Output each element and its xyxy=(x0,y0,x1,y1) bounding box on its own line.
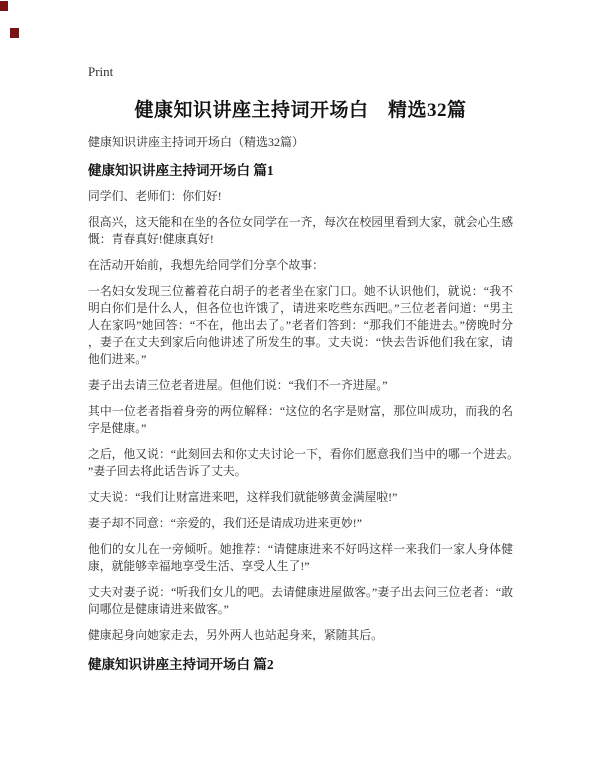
print-link[interactable]: Print xyxy=(88,64,114,79)
paragraph: 同学们、老师们：你们好! xyxy=(88,189,222,203)
paragraph: 之后，他又说：“此刻回去和你丈夫讨论一下，看你们愿意我们当中的哪一个进去。”妻子回去将此话告诉了丈夫。 xyxy=(88,447,513,478)
red-marker-icon xyxy=(0,1,8,11)
paragraph: 丈夫说：“我们让财富进来吧，这样我们就能够黄金满屋啦!” xyxy=(88,490,398,504)
doc-subtitle: 健康知识讲座主持词开场白（精选32篇） xyxy=(88,135,305,149)
section-heading-2: 健康知识讲座主持词开场白 篇2 xyxy=(88,657,274,672)
paragraph: 丈夫对妻子说：“听我们女儿的吧。去请健康进屋做客。”妻子出去问三位老者：“敢问哪位是健康请进来做客。” xyxy=(88,585,513,616)
paragraph: 妻子却不同意：“亲爱的，我们还是请成功进来更妙!” xyxy=(88,516,362,530)
paragraph: 健康起身向她家走去，另外两人也站起身来，紧随其后。 xyxy=(88,628,383,642)
paragraph: 在活动开始前，我想先给同学们分享个故事： xyxy=(88,258,324,272)
paragraph: 一名妇女发现三位蓄着花白胡子的老者坐在家门口。她不认识他们，就说：“我不明白你们是什么人，但各位也许饿了，请进来吃些东西吧。”三位老者问道：“男主人在家吗”她回答：“不在，他出去了。”老者们答到：“那我们不能进去。”傍晚时分，妻子在丈夫到家后向他讲述了所发生的事。丈夫说：“快去告诉他们我在家，请他们进来。” xyxy=(88,284,513,366)
paragraph: 妻子出去请三位老者进屋。但他们说：“我们不一齐进屋。” xyxy=(88,378,388,392)
paragraph: 其中一位老者指着身旁的两位解释：“这位的名字是财富，那位叫成功，而我的名字是健康。” xyxy=(88,404,513,435)
paragraph: 很高兴，这天能和在坐的各位女同学在一齐，每次在校园里看到大家，就会心生感慨：青春真好!健康真好! xyxy=(88,215,513,246)
red-marker-icon xyxy=(10,28,19,38)
document-body xyxy=(88,0,513,673)
page-title: 健康知识讲座主持词开场白 精选32篇 xyxy=(134,100,467,121)
paragraph: 他们的女儿在一旁倾听。她推荐：“请健康进来不好吗这样一来我们一家人身体健康，就能够幸福地享受生活、享受人生了!” xyxy=(88,542,513,573)
section-heading-1: 健康知识讲座主持词开场白 篇1 xyxy=(88,163,274,178)
